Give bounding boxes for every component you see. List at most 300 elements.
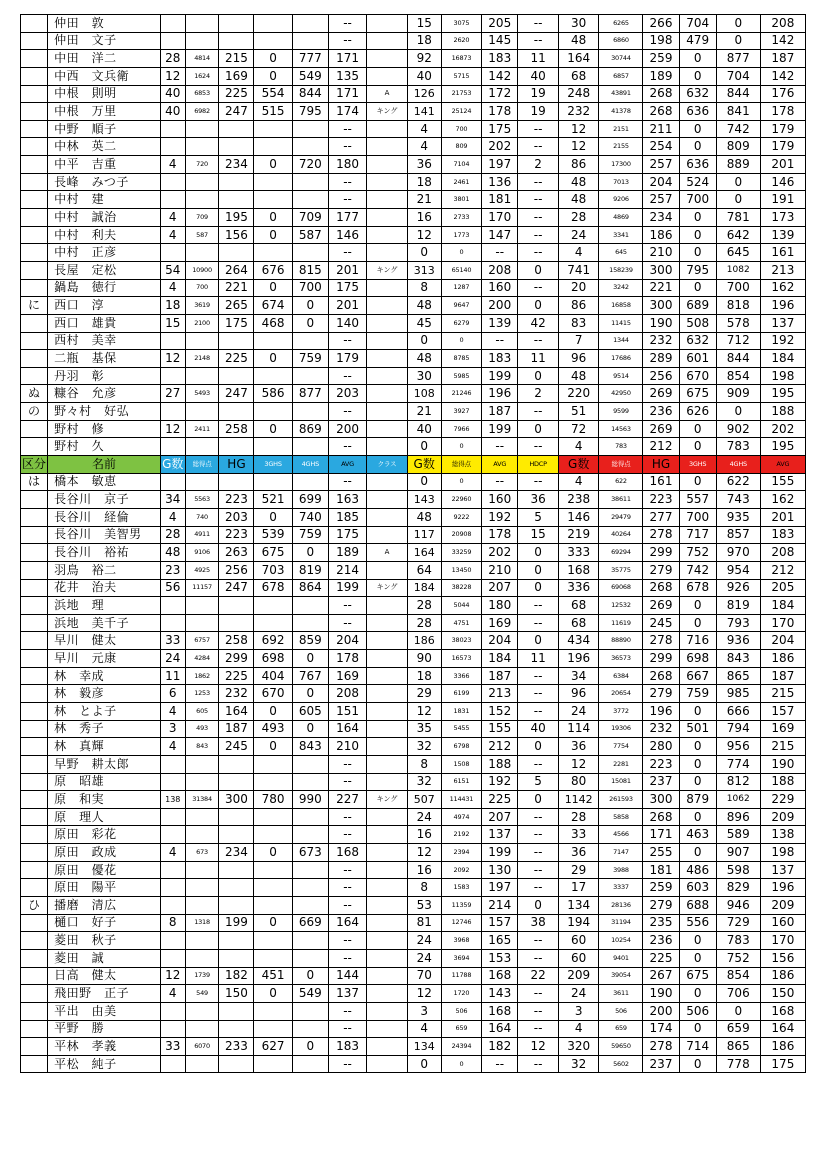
- cell-season-hdcp: 22: [518, 967, 559, 985]
- cell-month-total: [185, 614, 219, 632]
- cell-season-avg: 225: [482, 791, 518, 809]
- cell-month-class: [367, 949, 408, 967]
- cell-month-hg: 150: [219, 985, 254, 1003]
- cell-season-games: 164: [407, 544, 441, 562]
- cell-year-hg: 277: [643, 508, 679, 526]
- cell-year-hs3: 0: [679, 279, 716, 297]
- cell-kubun: [21, 226, 48, 244]
- cell-season-avg: 199: [482, 844, 518, 862]
- cell-month-games: 4: [160, 985, 185, 1003]
- cell-season-hdcp: --: [518, 844, 559, 862]
- cell-year-games: 68: [558, 614, 599, 632]
- cell-month-hg: [219, 191, 254, 209]
- cell-year-games: 20: [558, 279, 599, 297]
- cell-year-hg: 235: [643, 914, 679, 932]
- cell-season-hdcp: 11: [518, 650, 559, 668]
- cell-month-hs4: 767: [292, 667, 328, 685]
- cell-year-avg: 213: [760, 261, 805, 279]
- cell-month-games: [160, 473, 185, 491]
- cell-year-games: 333: [558, 544, 599, 562]
- cell-year-hs4: 742: [716, 120, 760, 138]
- cell-month-hg: [219, 120, 254, 138]
- cell-month-hs3: [254, 1020, 292, 1038]
- cell-year-hs3: 0: [679, 473, 716, 491]
- cell-year-games: 30: [558, 15, 599, 33]
- cell-year-total: 3337: [599, 879, 643, 897]
- cell-year-total: 4566: [599, 826, 643, 844]
- cell-year-avg: 156: [760, 949, 805, 967]
- cell-year-hs4: 946: [716, 897, 760, 915]
- cell-month-class: [367, 332, 408, 350]
- cell-season-avg: 196: [482, 385, 518, 403]
- cell-month-hs3: 675: [254, 544, 292, 562]
- cell-month-hs3: 703: [254, 561, 292, 579]
- cell-season-avg: --: [482, 473, 518, 491]
- cell-year-hs3: 700: [679, 191, 716, 209]
- cell-year-games: 1142: [558, 791, 599, 809]
- cell-month-hs3: 521: [254, 491, 292, 509]
- table-row: [21, 15, 806, 33]
- cell-kubun: [21, 914, 48, 932]
- cell-year-hs3: 0: [679, 226, 716, 244]
- cell-kubun: [21, 350, 48, 368]
- cell-year-hs3: 0: [679, 808, 716, 826]
- cell-season-avg: 204: [482, 632, 518, 650]
- cell-year-avg: 173: [760, 209, 805, 227]
- cell-season-avg: 137: [482, 826, 518, 844]
- cell-year-avg: 191: [760, 191, 805, 209]
- cell-month-class: キング: [367, 791, 408, 809]
- cell-year-hg: 236: [643, 932, 679, 950]
- cell-year-avg: 190: [760, 755, 805, 773]
- cell-season-total: 4751: [441, 614, 482, 632]
- cell-year-games: 336: [558, 579, 599, 597]
- cell-month-games: 48: [160, 544, 185, 562]
- cell-season-hdcp: --: [518, 279, 559, 297]
- cell-month-hs4: [292, 1055, 328, 1073]
- cell-month-class: キング: [367, 103, 408, 121]
- cell-month-games: 12: [160, 420, 185, 438]
- cell-year-hs4: 841: [716, 103, 760, 121]
- cell-season-total: 0: [441, 244, 482, 262]
- cell-month-hg: 234: [219, 844, 254, 862]
- cell-month-games: 15: [160, 314, 185, 332]
- cell-month-games: [160, 332, 185, 350]
- cell-month-hs4: [292, 879, 328, 897]
- cell-month-hs4: [292, 32, 328, 50]
- cell-year-avg: 157: [760, 702, 805, 720]
- table-row: [21, 861, 806, 879]
- cell-month-games: 4: [160, 156, 185, 174]
- cell-season-games: 24: [407, 808, 441, 826]
- cell-month-hg: 187: [219, 720, 254, 738]
- cell-season-games: 30: [407, 367, 441, 385]
- cell-month-hs3: 670: [254, 685, 292, 703]
- cell-month-hs3: 586: [254, 385, 292, 403]
- cell-month-class: キング: [367, 579, 408, 597]
- cell-season-total: 2092: [441, 861, 482, 879]
- cell-season-avg: 212: [482, 738, 518, 756]
- cell-season-total: 0: [441, 332, 482, 350]
- cell-season-hdcp: 0: [518, 261, 559, 279]
- cell-year-total: 17300: [599, 156, 643, 174]
- cell-year-hg: 198: [643, 32, 679, 50]
- table-row: [21, 103, 806, 121]
- cell-month-class: [367, 597, 408, 615]
- cell-year-total: 6265: [599, 15, 643, 33]
- cell-year-total: 10254: [599, 932, 643, 950]
- cell-year-total: 9599: [599, 403, 643, 421]
- cell-month-hs4: 669: [292, 914, 328, 932]
- cell-month-hs4: 0: [292, 650, 328, 668]
- cell-season-avg: 214: [482, 897, 518, 915]
- cell-month-hs4: 795: [292, 103, 328, 121]
- table-row: [21, 420, 806, 438]
- cell-month-total: [185, 932, 219, 950]
- table-row: [21, 650, 806, 668]
- cell-season-hdcp: --: [518, 403, 559, 421]
- cell-season-avg: 181: [482, 191, 518, 209]
- cell-year-avg: 215: [760, 738, 805, 756]
- table-row: [21, 897, 806, 915]
- cell-season-hdcp: --: [518, 120, 559, 138]
- cell-month-avg: 164: [328, 914, 366, 932]
- cell-month-total: [185, 1055, 219, 1073]
- cell-month-hg: 225: [219, 85, 254, 103]
- table-row: [21, 385, 806, 403]
- cell-season-avg: 200: [482, 297, 518, 315]
- cell-month-hs3: 539: [254, 526, 292, 544]
- cell-kubun: [21, 120, 48, 138]
- cell-year-hs3: 0: [679, 932, 716, 950]
- cell-month-games: 4: [160, 279, 185, 297]
- cell-year-hs4: 907: [716, 844, 760, 862]
- cell-year-hg: 280: [643, 738, 679, 756]
- cell-season-avg: 152: [482, 702, 518, 720]
- cell-month-games: 24: [160, 650, 185, 668]
- cell-season-games: 24: [407, 932, 441, 950]
- cell-month-games: [160, 173, 185, 191]
- cell-month-hs4: 864: [292, 579, 328, 597]
- cell-month-games: [160, 403, 185, 421]
- cell-season-total: 5985: [441, 367, 482, 385]
- table-row: [21, 985, 806, 1003]
- cell-year-avg: 137: [760, 861, 805, 879]
- cell-month-hs4: 759: [292, 350, 328, 368]
- cell-year-avg: 188: [760, 773, 805, 791]
- cell-season-games: 32: [407, 773, 441, 791]
- cell-year-avg: 142: [760, 67, 805, 85]
- cell-month-hg: 256: [219, 561, 254, 579]
- cell-month-hs3: [254, 332, 292, 350]
- cell-name: 播磨 清広: [48, 897, 161, 915]
- cell-month-class: [367, 67, 408, 85]
- cell-season-total: 7966: [441, 420, 482, 438]
- cell-year-avg: 205: [760, 579, 805, 597]
- cell-season-total: 16573: [441, 650, 482, 668]
- cell-season-games: 0: [407, 244, 441, 262]
- table-row: [21, 667, 806, 685]
- cell-year-hs4: 712: [716, 332, 760, 350]
- cell-month-hs3: 0: [254, 209, 292, 227]
- cell-year-games: 36: [558, 738, 599, 756]
- table-row: [21, 702, 806, 720]
- cell-month-games: [160, 897, 185, 915]
- cell-month-games: [160, 861, 185, 879]
- cell-year-hg: 300: [643, 261, 679, 279]
- cell-year-total: 30744: [599, 50, 643, 68]
- cell-month-hs4: 673: [292, 844, 328, 862]
- cell-season-hdcp: 0: [518, 561, 559, 579]
- cell-season-total: 1720: [441, 985, 482, 1003]
- cell-month-hs3: 0: [254, 914, 292, 932]
- cell-year-hs4: 729: [716, 914, 760, 932]
- cell-season-total: 7104: [441, 156, 482, 174]
- cell-month-avg: --: [328, 1002, 366, 1020]
- cell-season-games: 28: [407, 614, 441, 632]
- cell-season-total: 5455: [441, 720, 482, 738]
- cell-season-hdcp: 5: [518, 773, 559, 791]
- cell-year-games: 248: [558, 85, 599, 103]
- cell-year-avg: 187: [760, 50, 805, 68]
- cell-year-avg: 150: [760, 985, 805, 1003]
- cell-season-hdcp: --: [518, 209, 559, 227]
- cell-kubun: [21, 773, 48, 791]
- cell-year-total: 783: [599, 438, 643, 456]
- cell-season-hdcp: --: [518, 15, 559, 33]
- cell-month-total: 2411: [185, 420, 219, 438]
- cell-month-hg: [219, 861, 254, 879]
- cell-month-hs3: 515: [254, 103, 292, 121]
- cell-year-avg: 175: [760, 1055, 805, 1073]
- cell-year-hs3: 0: [679, 738, 716, 756]
- cell-season-hdcp: 0: [518, 367, 559, 385]
- header-year-hg: HG: [643, 456, 679, 474]
- cell-month-hs3: [254, 897, 292, 915]
- cell-year-total: 28136: [599, 897, 643, 915]
- cell-kubun: [21, 685, 48, 703]
- cell-year-games: 164: [558, 50, 599, 68]
- cell-year-avg: 183: [760, 526, 805, 544]
- cell-season-hdcp: 19: [518, 85, 559, 103]
- cell-month-games: [160, 808, 185, 826]
- cell-month-total: [185, 15, 219, 33]
- cell-year-hg: 289: [643, 350, 679, 368]
- table-row: [21, 314, 806, 332]
- cell-month-class: [367, 1038, 408, 1056]
- cell-month-avg: 137: [328, 985, 366, 1003]
- cell-month-total: [185, 1002, 219, 1020]
- cell-year-avg: 195: [760, 385, 805, 403]
- cell-month-class: [367, 15, 408, 33]
- table-row: [21, 191, 806, 209]
- cell-month-hg: 264: [219, 261, 254, 279]
- cell-year-total: 59650: [599, 1038, 643, 1056]
- table-row: [21, 914, 806, 932]
- cell-year-games: 4: [558, 473, 599, 491]
- table-row: [21, 826, 806, 844]
- cell-season-total: 700: [441, 120, 482, 138]
- cell-year-hs4: 704: [716, 67, 760, 85]
- cell-kubun: [21, 156, 48, 174]
- cell-year-total: 11619: [599, 614, 643, 632]
- table-row: [21, 226, 806, 244]
- cell-kubun: [21, 967, 48, 985]
- cell-name: 浜地 理: [48, 597, 161, 615]
- cell-year-total: 42950: [599, 385, 643, 403]
- cell-season-games: 28: [407, 597, 441, 615]
- cell-year-total: 261593: [599, 791, 643, 809]
- cell-month-total: [185, 861, 219, 879]
- cell-season-games: 12: [407, 226, 441, 244]
- cell-month-class: [367, 808, 408, 826]
- cell-year-hg: 223: [643, 755, 679, 773]
- cell-kubun: [21, 491, 48, 509]
- cell-month-hg: [219, 32, 254, 50]
- cell-year-hg: 200: [643, 1002, 679, 1020]
- cell-season-avg: 157: [482, 914, 518, 932]
- cell-season-hdcp: 42: [518, 314, 559, 332]
- cell-season-games: 16: [407, 209, 441, 227]
- cell-season-hdcp: 11: [518, 350, 559, 368]
- table-row: [21, 791, 806, 809]
- cell-year-hs4: 0: [716, 1002, 760, 1020]
- cell-kubun: [21, 367, 48, 385]
- cell-kubun: [21, 50, 48, 68]
- cell-year-avg: 198: [760, 367, 805, 385]
- cell-month-class: [367, 685, 408, 703]
- cell-month-hs4: [292, 332, 328, 350]
- cell-kubun: [21, 1002, 48, 1020]
- cell-month-class: A: [367, 85, 408, 103]
- cell-month-games: 3: [160, 720, 185, 738]
- cell-year-games: 24: [558, 985, 599, 1003]
- cell-month-hs4: [292, 120, 328, 138]
- cell-season-total: 659: [441, 1020, 482, 1038]
- cell-season-avg: 142: [482, 67, 518, 85]
- cell-month-class: [367, 420, 408, 438]
- cell-kubun: [21, 844, 48, 862]
- cell-year-avg: 186: [760, 1038, 805, 1056]
- cell-month-games: 6: [160, 685, 185, 703]
- header-month-hs4: 4GHS: [292, 456, 328, 474]
- cell-month-class: [367, 226, 408, 244]
- cell-year-avg: 176: [760, 85, 805, 103]
- cell-month-hg: 258: [219, 420, 254, 438]
- cell-year-hs3: 714: [679, 1038, 716, 1056]
- cell-year-games: 4: [558, 244, 599, 262]
- cell-month-hs3: 554: [254, 85, 292, 103]
- cell-season-games: 48: [407, 508, 441, 526]
- cell-year-hs4: 909: [716, 385, 760, 403]
- cell-name: 中林 英二: [48, 138, 161, 156]
- cell-year-hg: 257: [643, 156, 679, 174]
- cell-season-total: 11788: [441, 967, 482, 985]
- cell-year-total: 2155: [599, 138, 643, 156]
- cell-kubun: に: [21, 297, 48, 315]
- cell-kubun: [21, 738, 48, 756]
- cell-month-total: [185, 949, 219, 967]
- cell-month-hg: [219, 173, 254, 191]
- cell-season-total: 4974: [441, 808, 482, 826]
- cell-name: 野村 久: [48, 438, 161, 456]
- cell-year-hg: 299: [643, 650, 679, 668]
- cell-season-avg: 130: [482, 861, 518, 879]
- cell-month-total: [185, 120, 219, 138]
- cell-year-total: 11415: [599, 314, 643, 332]
- cell-month-class: [367, 385, 408, 403]
- cell-season-hdcp: 0: [518, 738, 559, 756]
- cell-month-hs3: [254, 367, 292, 385]
- cell-kubun: [21, 314, 48, 332]
- cell-month-total: 4814: [185, 50, 219, 68]
- cell-month-avg: --: [328, 367, 366, 385]
- cell-month-hg: 156: [219, 226, 254, 244]
- cell-month-hs4: [292, 897, 328, 915]
- table-row: [21, 1038, 806, 1056]
- cell-kubun: [21, 861, 48, 879]
- cell-month-avg: 227: [328, 791, 366, 809]
- cell-month-avg: 200: [328, 420, 366, 438]
- table-row: [21, 561, 806, 579]
- cell-month-hs4: 720: [292, 156, 328, 174]
- cell-year-hg: 259: [643, 50, 679, 68]
- cell-year-hg: 245: [643, 614, 679, 632]
- cell-year-hs3: 667: [679, 667, 716, 685]
- cell-season-avg: 202: [482, 544, 518, 562]
- header-year-avg: AVG: [760, 456, 805, 474]
- cell-season-hdcp: 40: [518, 67, 559, 85]
- cell-year-hs3: 0: [679, 755, 716, 773]
- cell-month-avg: 210: [328, 738, 366, 756]
- cell-year-hs4: 794: [716, 720, 760, 738]
- cell-season-total: 16873: [441, 50, 482, 68]
- cell-month-class: [367, 738, 408, 756]
- cell-month-avg: --: [328, 244, 366, 262]
- cell-season-games: 134: [407, 1038, 441, 1056]
- cell-year-games: 48: [558, 367, 599, 385]
- cell-year-games: 28: [558, 808, 599, 826]
- cell-season-total: 506: [441, 1002, 482, 1020]
- cell-month-hg: 300: [219, 791, 254, 809]
- cell-year-hg: 189: [643, 67, 679, 85]
- cell-year-games: 96: [558, 685, 599, 703]
- cell-name: 菱田 秋子: [48, 932, 161, 950]
- cell-month-hs3: [254, 173, 292, 191]
- cell-year-avg: 204: [760, 632, 805, 650]
- cell-month-hs3: [254, 438, 292, 456]
- cell-year-games: 86: [558, 156, 599, 174]
- cell-year-total: 19306: [599, 720, 643, 738]
- cell-season-hdcp: 0: [518, 579, 559, 597]
- cell-season-hdcp: 12: [518, 1038, 559, 1056]
- cell-month-total: 700: [185, 279, 219, 297]
- cell-month-hs3: [254, 191, 292, 209]
- cell-year-avg: 160: [760, 914, 805, 932]
- table-row: [21, 156, 806, 174]
- cell-season-total: 38023: [441, 632, 482, 650]
- cell-year-games: 32: [558, 1055, 599, 1073]
- cell-month-total: [185, 244, 219, 262]
- cell-year-games: 80: [558, 773, 599, 791]
- cell-month-games: 12: [160, 967, 185, 985]
- cell-month-games: [160, 773, 185, 791]
- header-season-games: G数: [407, 456, 441, 474]
- cell-season-avg: 207: [482, 579, 518, 597]
- cell-year-avg: 184: [760, 350, 805, 368]
- cell-year-total: 69294: [599, 544, 643, 562]
- cell-year-hs3: 675: [679, 385, 716, 403]
